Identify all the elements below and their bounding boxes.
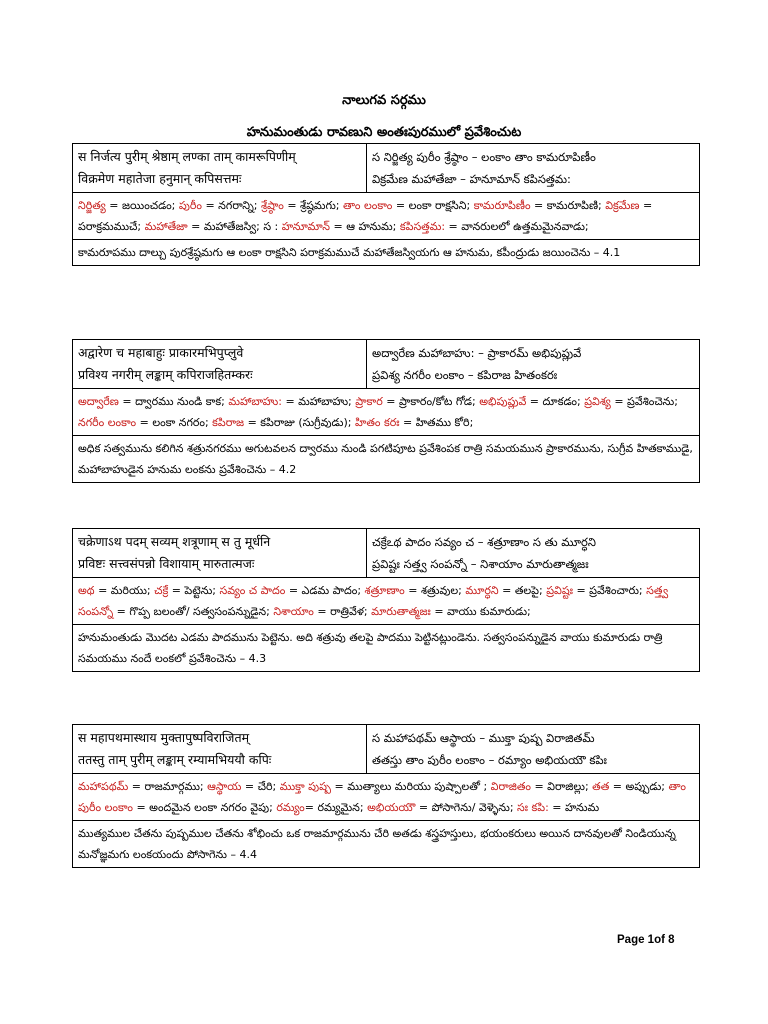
verse-meaning: అధిక సత్వమును కలిగిన శత్రునగరము అగుటవలన ద్వారము నుండి పగటిపూట ప్రవేశింపక రాత్రి సమయమున ప్రాకారమును, సుగ్రీవ హితకాముడై, మహాబాహుడైన హనుమ లంకను ప్రవేశించెను – 4.2 [73,436,700,483]
gloss-meaning: = వాయు కుమారుడు; [430,605,531,618]
gloss-meaning: = మరియు; [94,584,155,597]
gloss-word: కపిసత్తమ: [399,220,446,233]
verse-meaning: కామరూపము దాల్చు పురశ్రేష్ఠమగు ఆ లంకా రాక్షసిని పరాక్రమముచే మహాతేజస్వియగు ఆ హనుమ, కపీంద్రుడు జయించెను – 4.1 [73,240,700,266]
gloss-word: ముక్తా పుష్ప [279,780,331,793]
word-meanings [73,578,700,625]
sanskrit-line: विक्रमेण महातेजा हनुमान् कपिसत्तमः [78,171,242,186]
gloss-word: సత్త్వ సంపన్నో [78,584,669,618]
sanskrit-line: प्रविश्य नगरीम् लङ्काम् कपिराजहितम्करः [78,367,253,382]
gloss-meaning: = చేరి; [241,780,280,793]
verse-block-2 [72,339,700,483]
word-meanings [73,193,700,240]
gloss-meaning: = ఎడమ పాదం; [285,584,365,597]
gloss-word: మూర్ధని [465,584,499,597]
gloss-meaning: = కామరూపిణి; [530,199,606,212]
gloss-word: శత్రూణాం [364,584,405,597]
gloss-word: హనూమాన్ [281,220,330,233]
word-meanings [73,774,700,821]
verse-block-3 [72,528,700,672]
sanskrit-verse [73,529,367,578]
gloss-meaning: = హితము కోరి; [399,416,474,429]
gloss-meaning: = విరాజిల్లు; [530,780,593,793]
page-number: Page 1of 8 [617,934,675,946]
gloss-word: అద్వారేణ [78,395,119,408]
sanskrit-line: ततस्तु ताम् पुरीम् लङ्काम् रम्यामभिययौ कपिः [78,752,272,767]
page-heading [0,92,768,142]
gloss-word: కపిరాజ [212,416,245,429]
page-subtitle: హనుమంతుడు రావణుని అంతఃపురములో ప్రవేశించుట [246,125,522,140]
gloss-meaning: = దూకడం; [526,395,585,408]
gloss-word: అభిపుప్లువే [479,395,527,408]
sanskrit-line: अद्वारेण च महाबाहुः प्राकारमभिपुप्लुवे [78,345,244,360]
sanskrit-line: चक्रेणाऽथ पदम् सव्यम् शत्रूणाम् स तु मूर्धनि [78,534,271,549]
gloss-meaning: = తలపై; [498,584,547,597]
gloss-meaning: = కపిరాజు (సుగ్రీవుడు); [244,416,355,429]
verse-meaning: ముత్యముల చేతను పుష్పముల చేతను శోభించు ఒక రాజమార్గమును చేరి అతడు శస్త్రహస్తులు, భయంకరులు అయిన దానవులతో నిండియున్న మనోజ్ఞమగు లంకయందు పోసాగెను – 4.4 [73,821,700,868]
sanskrit-line: स निर्जत्य पुरीम् श्रेष्ठाम् लण्का ताम् कामरूपिणीम् [78,149,296,164]
verse-table [72,143,700,266]
gloss-word: హితం కరః [354,416,400,429]
gloss-word: రమ్యం [276,801,305,814]
gloss-word: నగరీం లంకాం [78,416,137,429]
sanskrit-line: स महापथमास्थाय मुक्तापुष्पविराजितम् [78,730,250,745]
gloss-meaning: = రాజమార్గము; [128,780,208,793]
transliteration-line: స మహాపథమ్ ఆస్థాయ – ముక్తా పుష్ప విరాజితమ్ [372,731,595,745]
gloss-word: నిర్జిత్య [78,199,106,212]
verse-meaning: హనుమంతుడు మొదట ఎడమ పాదమును పెట్టెను. అది శత్రువు తలపై పాదము పెట్టినట్లుండెను. సత్వసంపన్నుడైన వాయు కుమారుడు రాత్రి సమయము నందే లంకలో ప్రవేశించెను – 4.3 [73,625,700,672]
gloss-word: సవ్యం చ పాదం [219,584,286,597]
telugu-transliteration [367,340,700,389]
gloss-word: తత [592,780,610,793]
gloss-meaning: = వానరులలో ఉత్తమమైనవాడు; [445,220,589,233]
gloss-meaning: = గొప్ప బలంతో/ సత్వసంపన్నుడైన; [113,605,274,618]
transliteration-line: అద్వారేణ మహాబాహు: – ప్రాకారమ్ అభిపుప్లువే [372,346,582,360]
telugu-transliteration [367,529,700,578]
gloss-meaning: = లంకా నగరం; [136,416,213,429]
transliteration-line: తతస్తు తాం పురీం లంకాం – రమ్యాం అభియయౌ కపిః [372,753,607,767]
word-meanings [73,389,700,436]
verse-block-4 [72,724,700,868]
gloss-meaning: = అప్పుడు; [609,780,669,793]
gloss-meaning: = ముత్యాలు మరియు పుష్పాలతో ; [330,780,491,793]
gloss-word: పురీం [178,199,202,212]
gloss-meaning: = పెట్టెను; [168,584,220,597]
telugu-transliteration [367,144,700,193]
gloss-word: ప్రాకార [355,395,383,408]
gloss-meaning: = ప్రాకారం/కోట గోడ; [382,395,480,408]
verse-table [72,339,700,483]
gloss-word: మారుతాత్మజః [371,605,431,618]
gloss-meaning: = హనుమ [548,801,600,814]
verse-block-1 [72,143,700,266]
gloss-word: విక్రమేణ [605,199,640,212]
sanskrit-verse [73,144,367,193]
gloss-meaning: = లంకా రాక్షసిని; [392,199,474,212]
sanskrit-verse [73,340,367,389]
gloss-word: నిశాయాం [273,605,314,618]
gloss-word: మహాబాహు: [228,395,282,408]
transliteration-line: ప్రవిష్టః సత్త్వ సంపన్నో – నిశాయాం మారుతాత్మజః [372,557,589,571]
gloss-word: తాం లంకాం [343,199,393,212]
verse-table [72,528,700,672]
gloss-meaning: = అందమైన లంకా నగరం వైపు; [132,801,277,814]
gloss-meaning: = రాత్రివేళ; [313,605,372,618]
gloss-meaning: = రమ్యమైన; [304,801,368,814]
gloss-word: అభియయౌ [367,801,416,814]
sanskrit-verse [73,725,367,774]
gloss-word: ప్రవిష్టః [546,584,573,597]
gloss-word: మహాతేజా [144,220,188,233]
sanskrit-line: प्रविष्टः सत्त्वसंपन्नो विशायाम् मारुतात्मजः [78,556,255,571]
gloss-word: ఆస్థాయ [207,780,242,793]
gloss-word: విరాజితం [490,780,531,793]
gloss-word: కామరూపిణీం [473,199,531,212]
gloss-word: శ్రేష్ఠాం [260,199,284,212]
transliteration-line: స నిర్జిత్య పురీం శ్రేష్ఠాం – లంకాం తాం కామరూపిణీం [372,150,596,164]
telugu-transliteration [367,725,700,774]
gloss-meaning: = పరాక్రమముచే; [78,199,653,233]
gloss-word: ప్రవిశ్య [584,395,611,408]
gloss-meaning: = ఆ హనుమ; [330,220,400,233]
gloss-meaning: = ప్రవేశించెను; [610,395,678,408]
gloss-word: చక్రే [154,584,169,597]
gloss-word: అథ [78,584,95,597]
gloss-meaning: = నగరాన్ని; [201,199,261,212]
gloss-meaning: = శ్రేష్ఠమగు; [283,199,343,212]
transliteration-line: విక్రమేణ మహాతేజా – హనూమాన్ కపిసత్తమ: [372,172,571,186]
gloss-meaning: = ప్రవేశించారు; [572,584,647,597]
gloss-word: తాం పురీం లంకాం [78,780,686,814]
gloss-meaning: = ద్వారము నుండి కాక; [118,395,229,408]
gloss-word: మహాపథమ్ [78,780,129,793]
gloss-meaning: = శత్రువుల; [404,584,466,597]
transliteration-line: ప్రవిశ్య నగరీం లంకాం – కపిరాజ హితంకరః [372,368,558,382]
gloss-meaning: = పోసాగెను/ వెళ్ళెను; [415,801,518,814]
gloss-meaning: = మహాబాహు; [281,395,356,408]
verse-table [72,724,700,868]
gloss-meaning: = జయించడం; [105,199,179,212]
gloss-word: సః కపి: [517,801,549,814]
transliteration-line: చక్రేఽథ పాదం సవ్యం చ – శత్రూణాం స తు మూర్ధని [372,535,596,549]
gloss-meaning: = మహాతేజస్వి; స : [187,220,282,233]
page-title: నాలుగవ సర్గము [342,93,426,108]
